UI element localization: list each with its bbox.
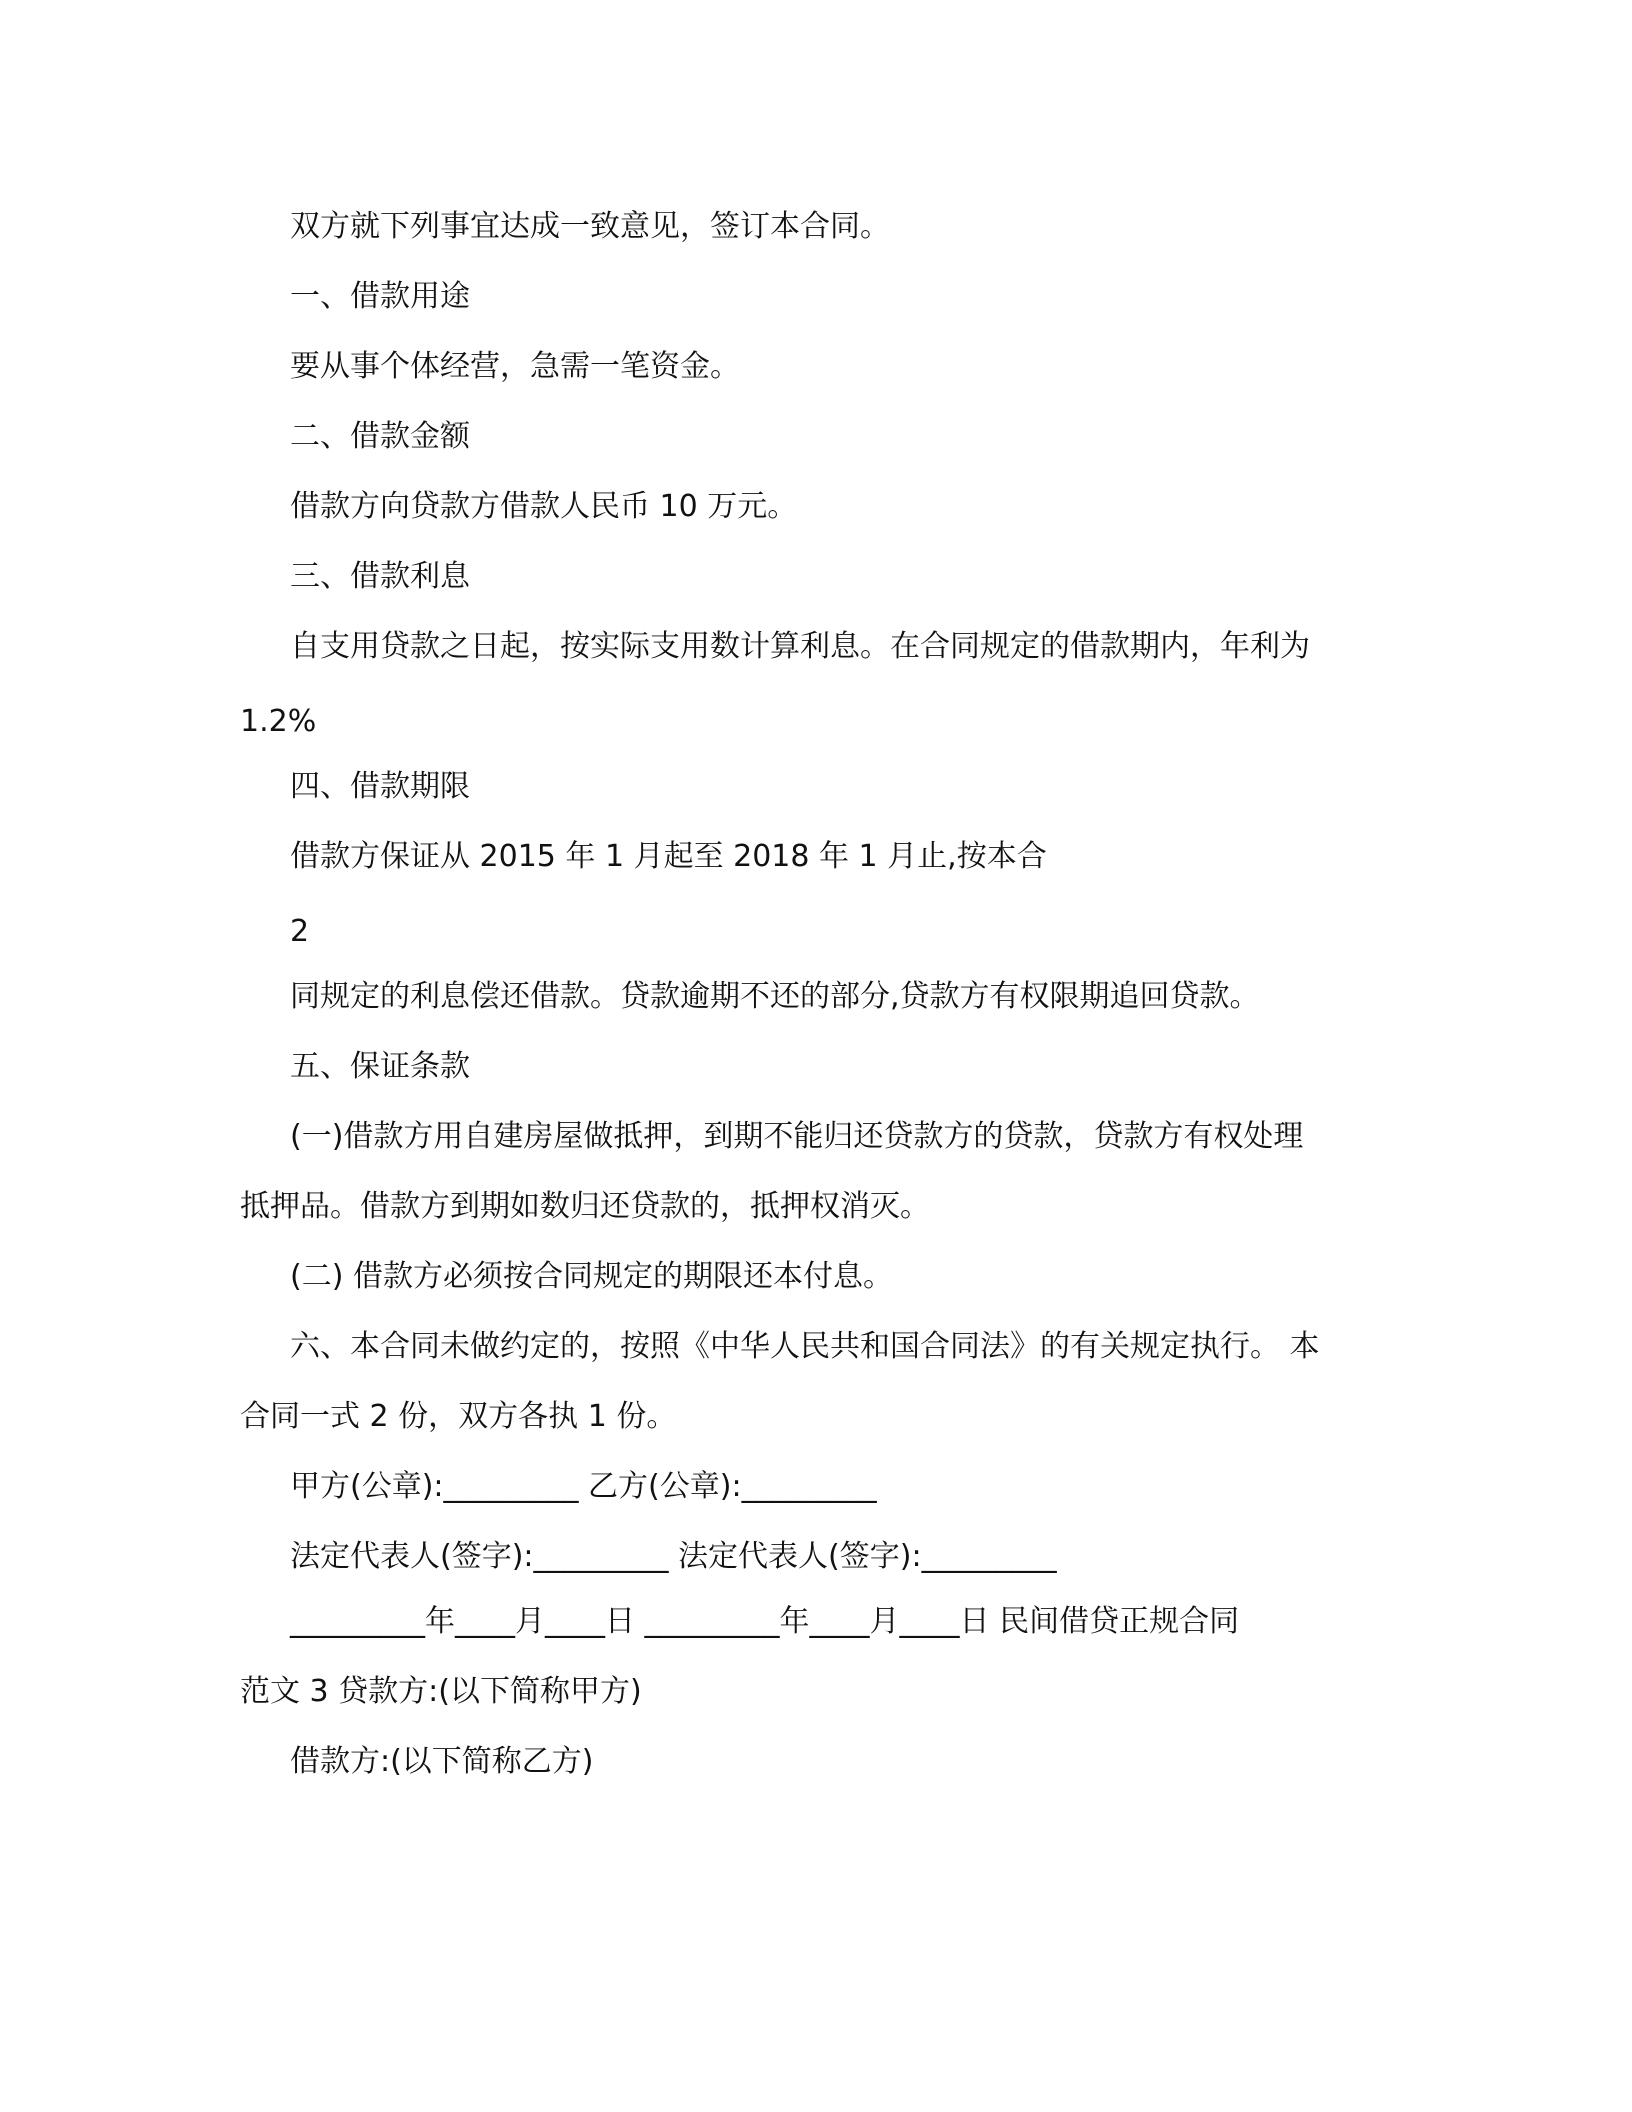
paragraph-repayment-clause: (二) 借款方必须按合同规定的期限还本付息。 <box>290 1259 893 1294</box>
heading-loan-amount: 二、借款金额 <box>290 419 470 454</box>
paragraph-contract-copies: 合同一式 2 份，双方各执 1 份。 <box>240 1399 677 1434</box>
paragraph-loan-term: 借款方保证从 2015 年 1 月起至 2018 年 1 月止,按本合 <box>290 839 1047 874</box>
paragraph-repayment: 同规定的利息偿还借款。贷款逾期不还的部分,贷款方有权限期追回贷款。 <box>290 979 1260 1014</box>
heading-guarantee-terms: 五、保证条款 <box>290 1049 470 1084</box>
heading-loan-purpose: 一、借款用途 <box>290 279 470 314</box>
paragraph-interest-rate: 1.2% <box>240 704 317 739</box>
signature-representatives: 法定代表人(签字):_________ 法定代表人(签字):_________ <box>290 1539 1057 1574</box>
paragraph-agreement-intro: 双方就下列事宜达成一致意见，签订本合同。 <box>290 209 890 244</box>
heading-loan-term: 四、借款期限 <box>290 769 470 804</box>
paragraph-contract-law: 六、本合同未做约定的，按照《中华人民共和国合同法》的有关规定执行。 本 <box>290 1329 1320 1364</box>
signature-seals: 甲方(公章):_________ 乙方(公章):_________ <box>290 1469 877 1504</box>
page-number: 2 <box>290 914 310 949</box>
heading-loan-interest: 三、借款利息 <box>290 559 470 594</box>
paragraph-borrower: 借款方:(以下简称乙方) <box>290 1744 594 1779</box>
paragraph-loan-interest: 自支用贷款之日起，按实际支用数计算利息。在合同规定的借款期内，年利为 <box>290 629 1310 664</box>
paragraph-mortgage-clause: (一)借款方用自建房屋做抵押，到期不能归还贷款方的贷款，贷款方有权处理 <box>290 1119 1304 1154</box>
paragraph-loan-purpose: 要从事个体经营，急需一笔资金。 <box>290 349 740 384</box>
paragraph-loan-amount: 借款方向贷款方借款人民币 10 万元。 <box>290 489 798 524</box>
paragraph-template-3-lender: 范文 3 贷款方:(以下简称甲方) <box>240 1674 642 1709</box>
signature-dates: _________年____月____日 _________年____月____日 民间借贷正规合同 <box>290 1604 1240 1639</box>
paragraph-mortgage-clause-continued: 抵押品。借款方到期如数归还贷款的，抵押权消灭。 <box>240 1189 930 1224</box>
